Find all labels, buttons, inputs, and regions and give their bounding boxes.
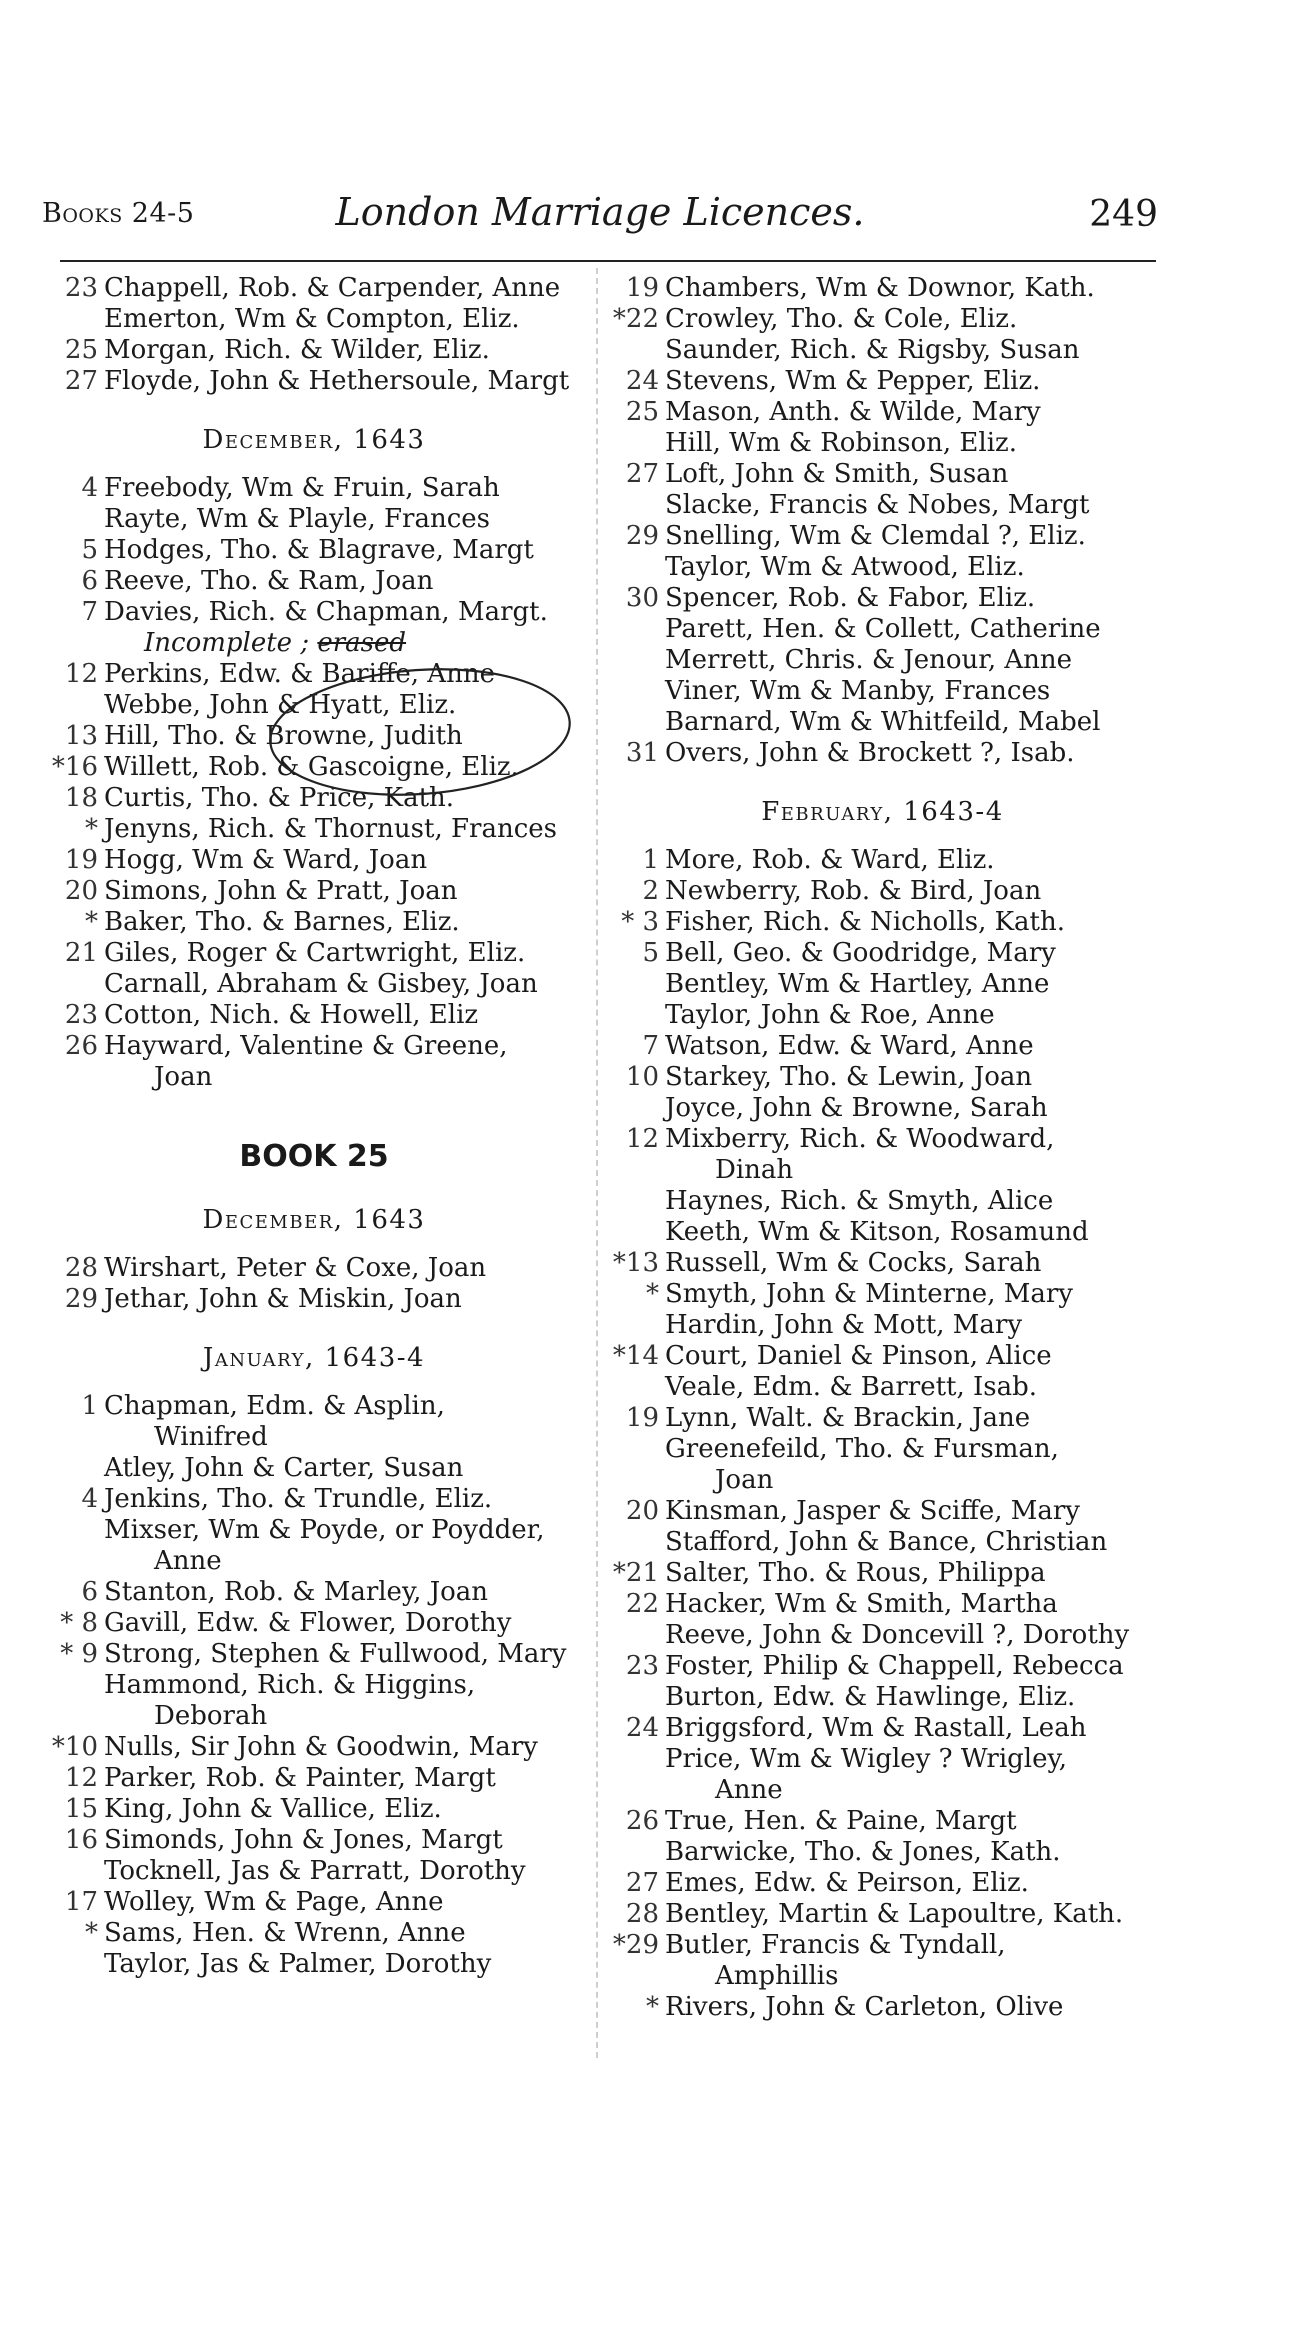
entry-names: Curtis, Tho. & Price, Kath. xyxy=(104,783,455,813)
licence-entry xyxy=(44,938,584,969)
entry-day-marker: 23 xyxy=(64,1000,98,1030)
entry-names: Joan xyxy=(154,1062,213,1092)
entry-names: Floyde, John & Hethersoule, Margt xyxy=(104,366,570,396)
licence-entry xyxy=(44,1732,584,1763)
entry-names: Tocknell, Jas & Parratt, Dorothy xyxy=(104,1856,526,1886)
licence-entry xyxy=(44,814,584,845)
entry-names: Stevens, Wm & Pepper, Eliz. xyxy=(665,366,1041,396)
licence-entry xyxy=(44,1701,584,1732)
section-heading: February, 1643-4 xyxy=(761,797,1004,827)
licence-entry xyxy=(44,721,584,752)
licence-entry xyxy=(44,1856,584,1887)
entry-names: Barnard, Wm & Whitfeild, Mabel xyxy=(665,707,1101,737)
entry-names: Davies, Rich. & Chapman, Margt. xyxy=(104,597,548,627)
entry-names: Winifred xyxy=(154,1422,268,1452)
licence-entry xyxy=(605,1031,1160,1062)
entry-names: Atley, John & Carter, Susan xyxy=(104,1453,464,1483)
running-head-title: London Marriage Licences. xyxy=(335,190,865,234)
entry-names: Chappell, Rob. & Carpender, Anne xyxy=(104,273,561,303)
entry-day-marker: 25 xyxy=(625,397,659,427)
entry-names: Reeve, Tho. & Ram, Joan xyxy=(104,566,434,596)
entry-names: Saunder, Rich. & Rigsby, Susan xyxy=(665,335,1080,365)
entry-day-marker: 12 xyxy=(625,1124,659,1154)
licence-entry xyxy=(44,845,584,876)
licence-entry xyxy=(605,1837,1160,1868)
entry-names: Emerton, Wm & Compton, Eliz. xyxy=(104,304,520,334)
licence-entry xyxy=(605,907,1160,938)
licence-entry xyxy=(605,1899,1160,1930)
entry-names: Watson, Edw. & Ward, Anne xyxy=(665,1031,1034,1061)
entry-names: Perkins, Edw. & Bariffe, Anne xyxy=(104,659,495,689)
entry-names: Starkey, Tho. & Lewin, Joan xyxy=(665,1062,1033,1092)
entry-names: Loft, John & Smith, Susan xyxy=(665,459,1009,489)
licence-entry xyxy=(605,1930,1160,1961)
licence-entry xyxy=(44,1422,584,1453)
licence-entry xyxy=(605,459,1160,490)
entry-day-marker: 23 xyxy=(625,1651,659,1681)
entry-day-marker: 17 xyxy=(64,1887,98,1917)
entry-names: Amphillis xyxy=(715,1961,839,1991)
entry-names: Hodges, Tho. & Blagrave, Margt xyxy=(104,535,534,565)
entry-names: Spencer, Rob. & Fabor, Eliz. xyxy=(665,583,1036,613)
licence-entry xyxy=(605,1403,1160,1434)
entry-day-marker: 18 xyxy=(64,783,98,813)
entry-day-marker: *22 xyxy=(612,304,659,334)
entry-day-marker: * xyxy=(85,814,98,844)
licence-entry xyxy=(44,597,584,628)
entry-names: Slacke, Francis & Nobes, Margt xyxy=(665,490,1090,520)
entry-names: Dinah xyxy=(715,1155,794,1185)
licence-entry xyxy=(44,1577,584,1608)
entry-day-marker: * 3 xyxy=(621,907,659,937)
entry-day-marker: 7 xyxy=(81,597,98,627)
entry-day-marker: 1 xyxy=(81,1391,98,1421)
licence-entry xyxy=(44,1670,584,1701)
entry-names: Fisher, Rich. & Nicholls, Kath. xyxy=(665,907,1065,937)
entry-names: Anne xyxy=(715,1775,783,1805)
entry-names: Hill, Tho. & Browne, Judith xyxy=(104,721,463,751)
entry-day-marker: *14 xyxy=(612,1341,659,1371)
entry-day-marker: 26 xyxy=(64,1031,98,1061)
licence-entry xyxy=(605,335,1160,366)
licence-entry xyxy=(44,566,584,597)
entry-names: Lynn, Walt. & Brackin, Jane xyxy=(665,1403,1031,1433)
entry-day-marker: 6 xyxy=(81,1577,98,1607)
entry-names: Stanton, Rob. & Marley, Joan xyxy=(104,1577,489,1607)
entry-names: Newberry, Rob. & Bird, Joan xyxy=(665,876,1042,906)
entry-day-marker: 13 xyxy=(64,721,98,751)
licence-entry xyxy=(44,504,584,535)
licence-entry xyxy=(44,628,584,659)
entry-day-marker: *29 xyxy=(612,1930,659,1960)
entry-names: More, Rob. & Ward, Eliz. xyxy=(665,845,995,875)
licence-entry xyxy=(605,1310,1160,1341)
entry-day-marker: * 8 xyxy=(60,1608,98,1638)
entry-day-marker: 28 xyxy=(64,1253,98,1283)
entry-day-marker: 22 xyxy=(625,1589,659,1619)
licence-entry xyxy=(605,1341,1160,1372)
entry-day-marker: 6 xyxy=(81,566,98,596)
entry-day-marker: 12 xyxy=(64,659,98,689)
entry-names: Barwicke, Tho. & Jones, Kath. xyxy=(665,1837,1061,1867)
licence-entry xyxy=(605,1496,1160,1527)
entry-day-marker: 19 xyxy=(625,273,659,303)
licence-entry xyxy=(605,707,1160,738)
entry-names: Baker, Tho. & Barnes, Eliz. xyxy=(104,907,460,937)
entry-names: Taylor, John & Roe, Anne xyxy=(665,1000,995,1030)
licence-entry xyxy=(605,1248,1160,1279)
entry-names: Parker, Rob. & Painter, Margt xyxy=(104,1763,496,1793)
licence-entry xyxy=(44,1639,584,1670)
licence-entry xyxy=(605,1713,1160,1744)
licence-entry xyxy=(44,1000,584,1031)
entry-names: Carnall, Abraham & Gisbey, Joan xyxy=(104,969,538,999)
entry-names: Jenyns, Rich. & Thornust, Frances xyxy=(104,814,557,844)
licence-entry xyxy=(44,473,584,504)
entry-names: Overs, John & Brockett ?, Isab. xyxy=(665,738,1075,768)
licence-entry xyxy=(605,1992,1160,2023)
entry-names: Parett, Hen. & Collett, Catherine xyxy=(665,614,1101,644)
entry-day-marker: 27 xyxy=(64,366,98,396)
entry-day-marker: 27 xyxy=(625,459,659,489)
licence-entry xyxy=(44,1546,584,1577)
entry-day-marker: 19 xyxy=(625,1403,659,1433)
column-divider xyxy=(596,268,598,2058)
licence-entry xyxy=(44,304,584,335)
entry-day-marker: 26 xyxy=(625,1806,659,1836)
licence-entry xyxy=(44,535,584,566)
entry-day-marker: * 9 xyxy=(60,1639,98,1669)
entry-day-marker: 16 xyxy=(64,1825,98,1855)
entry-day-marker: 24 xyxy=(625,1713,659,1743)
licence-entry xyxy=(605,1806,1160,1837)
licence-entry xyxy=(44,1253,584,1284)
right-column xyxy=(605,273,1160,2023)
licence-entry xyxy=(605,1434,1160,1465)
entry-day-marker: 5 xyxy=(642,938,659,968)
licence-entry xyxy=(44,1794,584,1825)
entry-names: Jenkins, Tho. & Trundle, Eliz. xyxy=(104,1484,493,1514)
entry-names: Joan xyxy=(715,1465,774,1495)
entry-day-marker: *16 xyxy=(51,752,98,782)
entry-names: Giles, Roger & Cartwright, Eliz. xyxy=(104,938,526,968)
entry-day-marker: 24 xyxy=(625,366,659,396)
licence-entry xyxy=(605,1527,1160,1558)
licence-entry xyxy=(605,1589,1160,1620)
entry-day-marker: *13 xyxy=(612,1248,659,1278)
entry-names: Simons, John & Pratt, Joan xyxy=(104,876,458,906)
licence-entry xyxy=(605,1124,1160,1155)
licence-entry xyxy=(605,1155,1160,1186)
left-column xyxy=(44,273,584,1980)
licence-entry xyxy=(44,1825,584,1856)
entry-day-marker: 29 xyxy=(64,1284,98,1314)
entry-names: Smyth, John & Minterne, Mary xyxy=(665,1279,1073,1309)
entry-names: Wolley, Wm & Page, Anne xyxy=(104,1887,444,1917)
licence-entry xyxy=(605,1000,1160,1031)
entry-names: Burton, Edw. & Hawlinge, Eliz. xyxy=(665,1682,1076,1712)
entry-names: Salter, Tho. & Rous, Philippa xyxy=(665,1558,1046,1588)
licence-entry xyxy=(605,1186,1160,1217)
entry-names: Veale, Edm. & Barrett, Isab. xyxy=(665,1372,1038,1402)
entry-names: Willett, Rob. & Gascoigne, Eliz. xyxy=(104,752,519,782)
licence-entry xyxy=(605,1558,1160,1589)
header-rule xyxy=(60,260,1156,262)
licence-entry xyxy=(605,1217,1160,1248)
entry-names: Russell, Wm & Cocks, Sarah xyxy=(665,1248,1042,1278)
licence-entry xyxy=(44,273,584,304)
entry-names: Court, Daniel & Pinson, Alice xyxy=(665,1341,1052,1371)
licence-entry xyxy=(605,1775,1160,1806)
entry-names: Mason, Anth. & Wilde, Mary xyxy=(665,397,1041,427)
licence-entry xyxy=(44,876,584,907)
entry-names: Stafford, John & Bance, Christian xyxy=(665,1527,1108,1557)
entry-names: Deborah xyxy=(154,1701,268,1731)
entry-names: Sams, Hen. & Wrenn, Anne xyxy=(104,1918,466,1948)
entry-day-marker: *10 xyxy=(51,1732,98,1762)
page-number: 249 xyxy=(1089,194,1158,235)
licence-entry xyxy=(44,1062,584,1093)
entry-names: Rivers, John & Carleton, Olive xyxy=(665,1992,1064,2022)
entry-list xyxy=(44,1253,584,1315)
licence-entry xyxy=(605,738,1160,769)
entry-names: Bentley, Martin & Lapoultre, Kath. xyxy=(665,1899,1124,1929)
entry-names: Mixberry, Rich. & Woodward, xyxy=(665,1124,1055,1154)
entry-names: Emes, Edw. & Peirson, Eliz. xyxy=(665,1868,1029,1898)
licence-entry xyxy=(605,1651,1160,1682)
licence-entry xyxy=(44,969,584,1000)
entry-names: Hayward, Valentine & Greene, xyxy=(104,1031,508,1061)
entry-names: Chapman, Edm. & Asplin, xyxy=(104,1391,445,1421)
entry-names: Kinsman, Jasper & Sciffe, Mary xyxy=(665,1496,1080,1526)
entry-day-marker: 19 xyxy=(64,845,98,875)
licence-entry xyxy=(605,490,1160,521)
entry-list xyxy=(44,473,584,1093)
licence-entry xyxy=(44,1453,584,1484)
entry-names: King, John & Vallice, Eliz. xyxy=(104,1794,442,1824)
licence-entry xyxy=(605,938,1160,969)
entry-day-marker: 15 xyxy=(64,1794,98,1824)
entry-names: Briggsford, Wm & Rastall, Leah xyxy=(665,1713,1087,1743)
entry-names: Gavill, Edw. & Flower, Dorothy xyxy=(104,1608,512,1638)
section-heading: January, 1643-4 xyxy=(202,1343,426,1373)
licence-entry xyxy=(605,552,1160,583)
running-head-books: Books 24-5 xyxy=(42,198,195,229)
licence-entry xyxy=(605,397,1160,428)
licence-entry xyxy=(44,366,584,397)
entry-names: Taylor, Wm & Atwood, Eliz. xyxy=(665,552,1025,582)
licence-entry xyxy=(44,907,584,938)
licence-entry xyxy=(605,1279,1160,1310)
licence-entry xyxy=(605,583,1160,614)
entry-day-marker: * xyxy=(646,1992,659,2022)
entry-names: Hacker, Wm & Smith, Martha xyxy=(665,1589,1058,1619)
entry-names: Snelling, Wm & Clemdal ?, Eliz. xyxy=(665,521,1086,551)
licence-entry xyxy=(605,876,1160,907)
entry-day-marker: 2 xyxy=(642,876,659,906)
entry-day-marker: 1 xyxy=(642,845,659,875)
licence-entry xyxy=(44,335,584,366)
licence-entry xyxy=(605,273,1160,304)
licence-entry xyxy=(44,1918,584,1949)
entry-day-marker: * xyxy=(85,907,98,937)
licence-entry xyxy=(44,1391,584,1422)
entry-names: Hill, Wm & Robinson, Eliz. xyxy=(665,428,1017,458)
licence-entry xyxy=(605,614,1160,645)
entry-names: Merrett, Chris. & Jenour, Anne xyxy=(665,645,1073,675)
entry-day-marker: * xyxy=(646,1279,659,1309)
licence-entry xyxy=(605,428,1160,459)
entry-day-marker: 25 xyxy=(64,335,98,365)
entry-names: Taylor, Jas & Palmer, Dorothy xyxy=(104,1949,492,1979)
entry-list xyxy=(605,845,1160,2023)
entry-list xyxy=(44,1391,584,1980)
entry-names: Reeve, John & Doncevill ?, Dorothy xyxy=(665,1620,1130,1650)
entry-names: Cotton, Nich. & Howell, Eliz xyxy=(104,1000,479,1030)
entry-day-marker: 12 xyxy=(64,1763,98,1793)
section-heading: December, 1643 xyxy=(202,425,426,455)
entry-names: Strong, Stephen & Fullwood, Mary xyxy=(104,1639,567,1669)
book-heading: BOOK 25 xyxy=(239,1139,389,1174)
entry-day-marker: 7 xyxy=(642,1031,659,1061)
entry-day-marker: * xyxy=(85,1918,98,1948)
licence-entry xyxy=(44,1484,584,1515)
entry-day-marker: 29 xyxy=(625,521,659,551)
licence-entry xyxy=(44,1763,584,1794)
licence-entry xyxy=(605,1062,1160,1093)
licence-entry xyxy=(44,1284,584,1315)
entry-note: Incomplete ; erased xyxy=(144,628,407,658)
licence-entry xyxy=(44,659,584,690)
licence-entry xyxy=(605,1093,1160,1124)
licence-entry xyxy=(605,1744,1160,1775)
licence-entry xyxy=(605,366,1160,397)
licence-entry xyxy=(44,1949,584,1980)
entry-names: Wirshart, Peter & Coxe, Joan xyxy=(104,1253,487,1283)
section-heading: December, 1643 xyxy=(202,1205,426,1235)
licence-entry xyxy=(605,969,1160,1000)
licence-entry xyxy=(605,1465,1160,1496)
entry-names: Jethar, John & Miskin, Joan xyxy=(104,1284,462,1314)
licence-entry xyxy=(605,1961,1160,1992)
entry-day-marker: 28 xyxy=(625,1899,659,1929)
page-header xyxy=(42,190,1158,250)
entry-day-marker: 4 xyxy=(81,1484,98,1514)
entry-names: Keeth, Wm & Kitson, Rosamund xyxy=(665,1217,1089,1247)
licence-entry xyxy=(44,1608,584,1639)
entry-day-marker: 27 xyxy=(625,1868,659,1898)
entry-day-marker: *21 xyxy=(612,1558,659,1588)
licence-entry xyxy=(44,690,584,721)
entry-day-marker: 10 xyxy=(625,1062,659,1092)
entry-names: Mixser, Wm & Poyde, or Poydder, xyxy=(104,1515,545,1545)
licence-entry xyxy=(605,304,1160,335)
entry-names: Haynes, Rich. & Smyth, Alice xyxy=(665,1186,1054,1216)
entry-names: Crowley, Tho. & Cole, Eliz. xyxy=(665,304,1018,334)
entry-names: Nulls, Sir John & Goodwin, Mary xyxy=(104,1732,538,1762)
entry-names: Hogg, Wm & Ward, Joan xyxy=(104,845,428,875)
entry-names: Rayte, Wm & Playle, Frances xyxy=(104,504,491,534)
entry-names: Webbe, John & Hyatt, Eliz. xyxy=(104,690,457,720)
entry-names: Foster, Philip & Chappell, Rebecca xyxy=(665,1651,1124,1681)
licence-entry xyxy=(44,752,584,783)
entry-names: Hammond, Rich. & Higgins, xyxy=(104,1670,476,1700)
entry-names: Freebody, Wm & Fruin, Sarah xyxy=(104,473,500,503)
entry-names: Simonds, John & Jones, Margt xyxy=(104,1825,503,1855)
licence-entry xyxy=(605,1868,1160,1899)
entry-day-marker: 21 xyxy=(64,938,98,968)
licence-entry xyxy=(44,1031,584,1062)
entry-names: Butler, Francis & Tyndall, xyxy=(665,1930,1006,1960)
licence-entry xyxy=(605,1372,1160,1403)
licence-entry xyxy=(605,676,1160,707)
entry-names: Joyce, John & Browne, Sarah xyxy=(665,1093,1048,1123)
licence-entry xyxy=(605,1620,1160,1651)
entry-names: Bell, Geo. & Goodridge, Mary xyxy=(665,938,1056,968)
entry-names: Morgan, Rich. & Wilder, Eliz. xyxy=(104,335,490,365)
entry-day-marker: 20 xyxy=(625,1496,659,1526)
entry-names: Hardin, John & Mott, Mary xyxy=(665,1310,1023,1340)
licence-entry xyxy=(605,845,1160,876)
entry-names: Viner, Wm & Manby, Frances xyxy=(665,676,1051,706)
entry-names: True, Hen. & Paine, Margt xyxy=(665,1806,1017,1836)
entry-names: Anne xyxy=(154,1546,222,1576)
entry-day-marker: 4 xyxy=(81,473,98,503)
entry-list xyxy=(44,273,584,397)
licence-entry xyxy=(605,645,1160,676)
entry-names: Greenefeild, Tho. & Fursman, xyxy=(665,1434,1059,1464)
entry-day-marker: 31 xyxy=(625,738,659,768)
entry-names: Chambers, Wm & Downor, Kath. xyxy=(665,273,1095,303)
entry-day-marker: 20 xyxy=(64,876,98,906)
licence-entry xyxy=(605,1682,1160,1713)
entry-names: Bentley, Wm & Hartley, Anne xyxy=(665,969,1050,999)
entry-day-marker: 30 xyxy=(625,583,659,613)
entry-day-marker: 23 xyxy=(64,273,98,303)
licence-entry xyxy=(44,1887,584,1918)
licence-entry xyxy=(44,1515,584,1546)
entry-names: Price, Wm & Wigley ? Wrigley, xyxy=(665,1744,1067,1774)
entry-day-marker: 5 xyxy=(81,535,98,565)
licence-entry xyxy=(605,521,1160,552)
licence-entry xyxy=(44,783,584,814)
entry-list xyxy=(605,273,1160,769)
